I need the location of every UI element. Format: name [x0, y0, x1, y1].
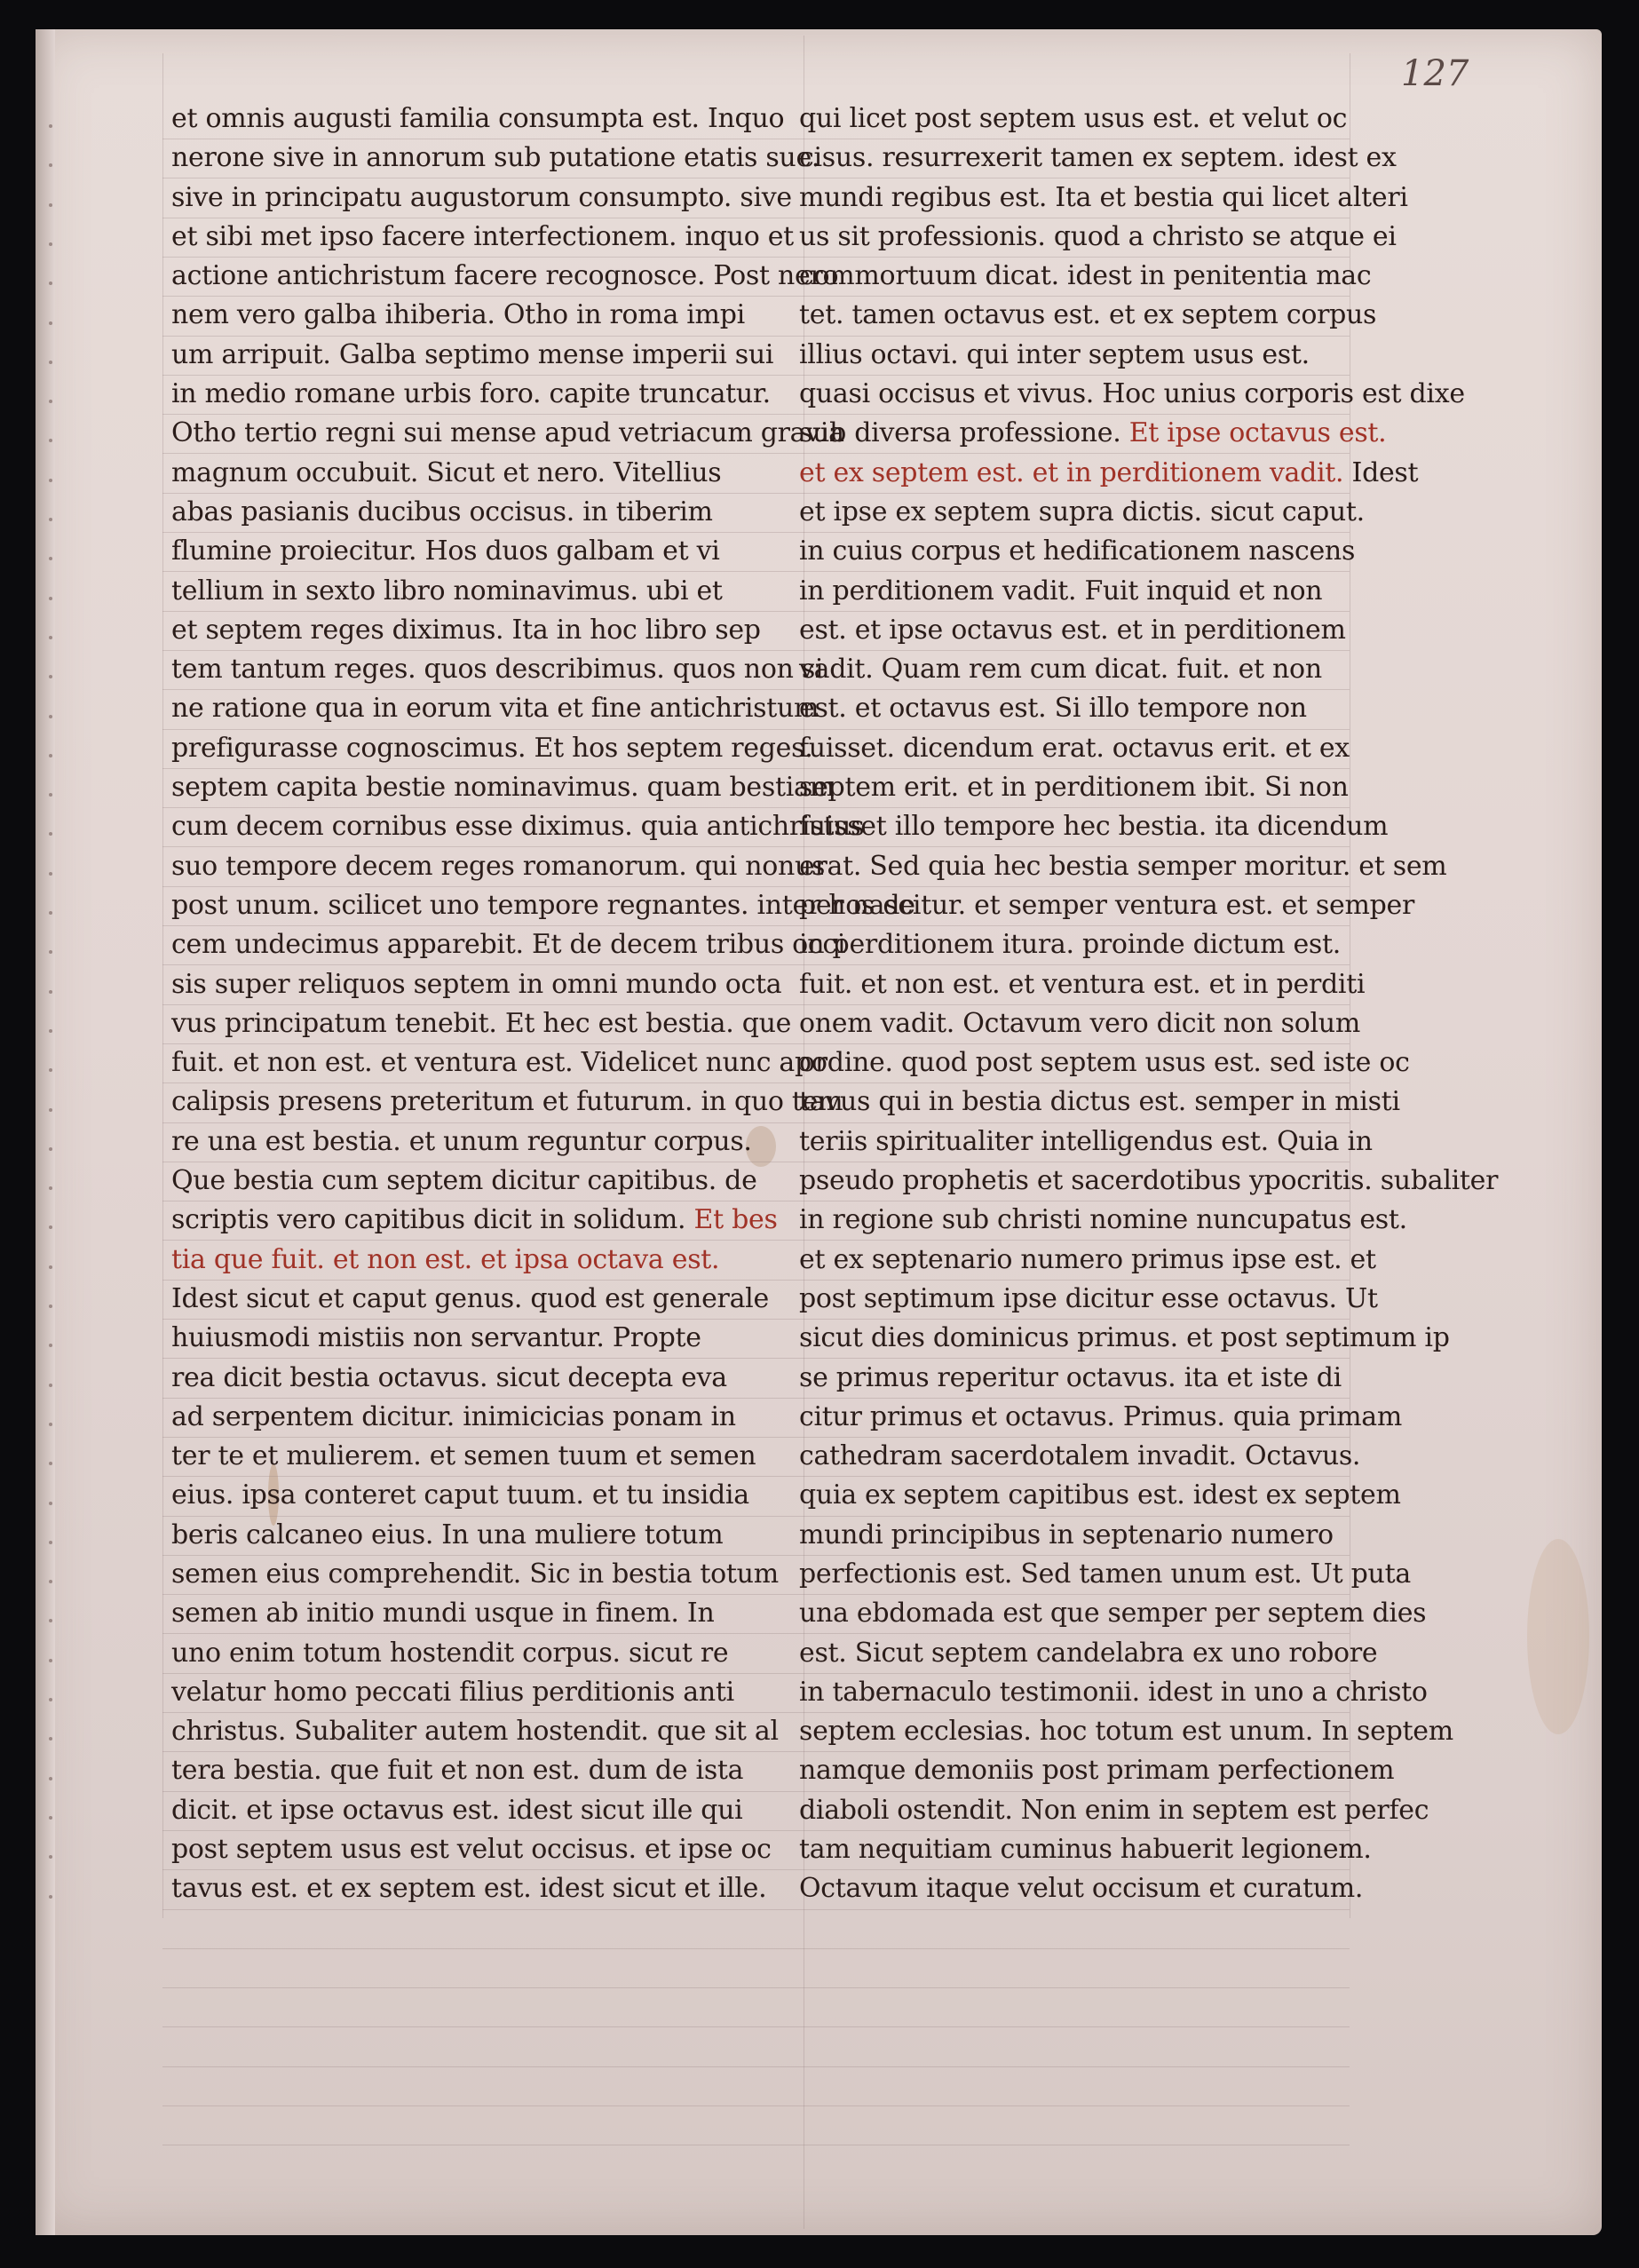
text-line: et ex septenario numero primus ipse est. et: [799, 1243, 1376, 1275]
text-line: tavus qui in bestia dictus est. semper in misti: [799, 1086, 1400, 1118]
left-text-column: [171, 99, 915, 1909]
text-line: nerone sive in annorum sub putatione etatis sue.: [171, 142, 820, 174]
pricking-mark: [49, 1777, 52, 1780]
text-line: qui licet post septem usus est. et velut oc: [799, 103, 1348, 134]
ruling-line: [162, 2066, 1350, 2067]
text-line: in cuius corpus et hedificationem nascens: [799, 535, 1356, 567]
text-line: cem undecimus apparebit. Et de decem tribus occi: [171, 929, 846, 961]
text-line: tellium in sexto libro nominavimus. ubi et: [171, 575, 723, 607]
ruling-line: [162, 1948, 1350, 1949]
text-line: septem capita bestie nominavimus. quam bestiam: [171, 772, 835, 804]
text-line: christus. Subaliter autem hostendit. que sit al: [171, 1716, 779, 1748]
text-line: est. et octavus est. Si illo tempore non: [799, 693, 1307, 725]
pricking-mark: [49, 1304, 52, 1308]
pricking-mark: [49, 242, 52, 246]
margin-ruling: [162, 53, 163, 1918]
text-line: flumine proiecitur. Hos duos galbam et vi: [171, 535, 720, 567]
text-line: vus principatum tenebit. Et hec est bestia. que: [171, 1007, 792, 1039]
text-line: re una est bestia. et unum reguntur corpus.: [171, 1125, 752, 1157]
text-line: suo tempore decem reges romanorum. qui nonus: [171, 850, 826, 882]
pricking-mark: [49, 479, 52, 482]
text-line: Que bestia cum septem dicitur capitibus. de: [171, 1165, 757, 1197]
text-line: et sibi met ipso facere interfectionem. inquo et: [171, 220, 794, 252]
text-line: huiusmodi mistiis non servantur. Propte: [171, 1322, 701, 1354]
text-line: tavus est. et ex septem est. idest sicut et ille.: [171, 1873, 767, 1905]
text-line: onem vadit. Octavum vero dicit non solum: [799, 1007, 1360, 1039]
pricking-mark: [49, 1895, 52, 1899]
text-line: us sit professionis. quod a christo se atque ei: [799, 220, 1397, 252]
text-line: uno enim totum hostendit corpus. sicut re: [171, 1637, 729, 1669]
text-line: velatur homo peccati filius perditionis anti: [171, 1676, 734, 1708]
text-line: commortuum dicat. idest in penitentia mac: [799, 260, 1372, 292]
text-line: vadit. Quam rem cum dicat. fuit. et non: [799, 654, 1322, 686]
text-segment: Idest: [1351, 456, 1419, 488]
text-line: et septem reges diximus. Ita in hoc libro sep: [171, 614, 761, 646]
text-segment: sub diversa professione.: [799, 417, 1129, 449]
text-line: et omnis augusti familia consumpta est. Inquo: [171, 103, 785, 134]
pricking-mark: [49, 1029, 52, 1033]
text-line: una ebdomada est que semper per septem dies: [799, 1598, 1427, 1630]
text-line: prefigurasse cognoscimus. Et hos septem reges.: [171, 732, 813, 764]
text-segment: scriptis vero capitibus dicit in solidum.: [171, 1204, 694, 1236]
text-line: quasi occisus et vivus. Hoc unius corporis est dixe: [799, 378, 1465, 410]
text-line: mundi regibus est. Ita et bestia qui licet alteri: [799, 181, 1408, 213]
text-line: in perditionem vadit. Fuit inquid et non: [799, 575, 1323, 607]
pricking-mark: [49, 1423, 52, 1426]
text-line: tia que fuit. et non est. et ipsa octava est.: [171, 1243, 720, 1275]
text-line: ter te et mulierem. et semen tuum et semen: [171, 1440, 756, 1472]
text-line: ad serpentem dicitur. inimicicias ponam in: [171, 1400, 736, 1432]
text-line: in tabernaculo testimonii. idest in uno a christo: [799, 1676, 1428, 1708]
pricking-mark: [49, 124, 52, 128]
text-line: diaboli ostendit. Non enim in septem est perfec: [799, 1794, 1429, 1826]
text-line: eius. ipsa conteret caput tuum. et tu insidia: [171, 1479, 749, 1511]
text-line: calipsis presens preteritum et futurum. in quo tem: [171, 1086, 843, 1118]
text-line: nem vero galba ihiberia. Otho in roma impi: [171, 299, 745, 331]
rubric-segment: Et ipse octavus est.: [1128, 417, 1387, 449]
pricking-mark: [49, 636, 52, 639]
pricking-mark: [49, 1659, 52, 1662]
text-line: citur primus et octavus. Primus. quia primam: [799, 1400, 1402, 1432]
pricking-mark: [49, 754, 52, 757]
pricking-mark: [49, 1265, 52, 1269]
text-line: post unum. scilicet uno tempore regnantes. inter hos de: [171, 889, 915, 921]
rubric-segment: et ex septem est. et in perditionem vadit.: [799, 456, 1352, 488]
text-line: [799, 414, 1387, 453]
text-line: septem erit. et in perditionem ibit. Si non: [799, 772, 1349, 804]
text-line: semen eius comprehendit. Sic in bestia totum: [171, 1558, 779, 1590]
text-line: et ipse ex septem supra dictis. sicut caput.: [799, 496, 1365, 527]
text-line: teriis spiritualiter intelligendus est. Quia in: [799, 1125, 1373, 1157]
ruling-line: [162, 2105, 1350, 2106]
pricking-mark: [49, 1502, 52, 1505]
pricking-mark: [49, 1384, 52, 1387]
text-line: sis super reliquos septem in omni mundo octa: [171, 968, 782, 1000]
text-line: post septimum ipse dicitur esse octavus. Ut: [799, 1282, 1378, 1314]
text-line: fuisset illo tempore hec bestia. ita dicendum: [799, 811, 1389, 843]
right-text-column: [799, 99, 1499, 1909]
text-line: ne ratione qua in eorum vita et fine antichristum: [171, 693, 820, 725]
pricking-mark: [49, 203, 52, 207]
text-line: actione antichristum facere recognosce. Post nero: [171, 260, 839, 292]
text-line: fuit. et non est. et ventura est. Videlicet nunc apo: [171, 1047, 827, 1079]
text-line: pseudo prophetis et sacerdotibus ypocritis. subaliter: [799, 1165, 1499, 1197]
pricking-mark: [49, 1147, 52, 1151]
text-line: septem ecclesias. hoc totum est unum. In septem: [799, 1716, 1453, 1748]
text-line: in medio romane urbis foro. capite truncatur.: [171, 378, 771, 410]
rubric-segment: Et bes: [693, 1204, 778, 1236]
text-line: se primus reperitur octavus. ita et iste di: [799, 1361, 1342, 1393]
ruling-line: [162, 2026, 1350, 2027]
pricking-mark: [49, 321, 52, 325]
ruling-line: [162, 1987, 1350, 1988]
text-line: dicit. et ipse octavus est. idest sicut ille qui: [171, 1794, 743, 1826]
text-line: sicut dies dominicus primus. et post septimum ip: [799, 1322, 1450, 1354]
text-line: est. et ipse octavus est. et in perditionem: [799, 614, 1346, 646]
text-line: post septem usus est velut occisus. et ipse oc: [171, 1834, 772, 1866]
text-line: abas pasianis ducibus occisus. in tiberim: [171, 496, 713, 527]
text-line: fuit. et non est. et ventura est. et in perditi: [799, 968, 1366, 1000]
text-line: [799, 454, 1419, 493]
text-line: cisus. resurrexerit tamen ex septem. idest ex: [799, 142, 1397, 174]
pricking-mark: [49, 518, 52, 521]
pricking-mark: [49, 361, 52, 364]
text-line: fuisset. dicendum erat. octavus erit. et ex: [799, 732, 1350, 764]
text-line: illius octavi. qui inter septem usus est.: [799, 338, 1310, 370]
text-line: cathedram sacerdotalem invadit. Octavus.: [799, 1440, 1361, 1472]
text-line: quia ex septem capitibus est. idest ex septem: [799, 1479, 1401, 1511]
text-line: in perditionem itura. proinde dictum est.: [799, 929, 1342, 961]
text-line: erat. Sed quia hec bestia semper moritur. et sem: [799, 850, 1447, 882]
pricking-mark: [49, 597, 52, 600]
text-line: sive in principatu augustorum consumpto. sive: [171, 181, 792, 213]
text-line: rea dicit bestia octavus. sicut decepta eva: [171, 1361, 727, 1393]
text-line: tet. tamen octavus est. et ex septem corpus: [799, 299, 1377, 331]
text-line: namque demoniis post primam perfectionem: [799, 1755, 1395, 1787]
pricking-mark: [49, 715, 52, 718]
text-line: in regione sub christi nomine nuncupatus est.: [799, 1204, 1407, 1236]
text-line: [171, 1201, 778, 1240]
pricking-mark: [49, 1108, 52, 1112]
text-line: tem tantum reges. quos describimus. quos non si: [171, 654, 824, 686]
text-line: Otho tertio regni sui mense apud vetriacum gravia: [171, 417, 844, 449]
text-line: um arripuit. Galba septimo mense imperii sui: [171, 338, 774, 370]
stain: [1527, 1539, 1589, 1734]
text-line: tam nequitiam cuminus habuerit legionem.: [799, 1834, 1372, 1866]
text-line: Octavum itaque velut occisum et curatum.: [799, 1873, 1364, 1905]
text-line: per nascitur. et semper ventura est. et semper: [799, 889, 1414, 921]
folio-number: 127: [1401, 53, 1469, 94]
text-line: beris calcaneo eius. In una muliere totum: [171, 1519, 724, 1550]
text-line: ordine. quod post septem usus est. sed iste oc: [799, 1047, 1410, 1079]
pricking-mark: [49, 1541, 52, 1544]
text-line: semen ab initio mundi usque in finem. In: [171, 1598, 715, 1630]
text-line: mundi principibus in septenario numero: [799, 1519, 1334, 1550]
pricking-mark: [49, 1698, 52, 1701]
pricking-mark: [49, 911, 52, 915]
text-line: tera bestia. que fuit et non est. dum de ista: [171, 1755, 744, 1787]
text-line: cum decem cornibus esse diximus. quia antichristus: [171, 811, 865, 843]
pricking-mark: [49, 990, 52, 994]
text-line: Idest sicut et caput genus. quod est generale: [171, 1282, 769, 1314]
pricking-mark: [49, 1816, 52, 1820]
text-line: magnum occubuit. Sicut et nero. Vitellius: [171, 456, 722, 488]
text-line: est. Sicut septem candelabra ex uno robore: [799, 1637, 1378, 1669]
pricking-mark: [49, 872, 52, 876]
text-line: perfectionis est. Sed tamen unum est. Ut puta: [799, 1558, 1411, 1590]
